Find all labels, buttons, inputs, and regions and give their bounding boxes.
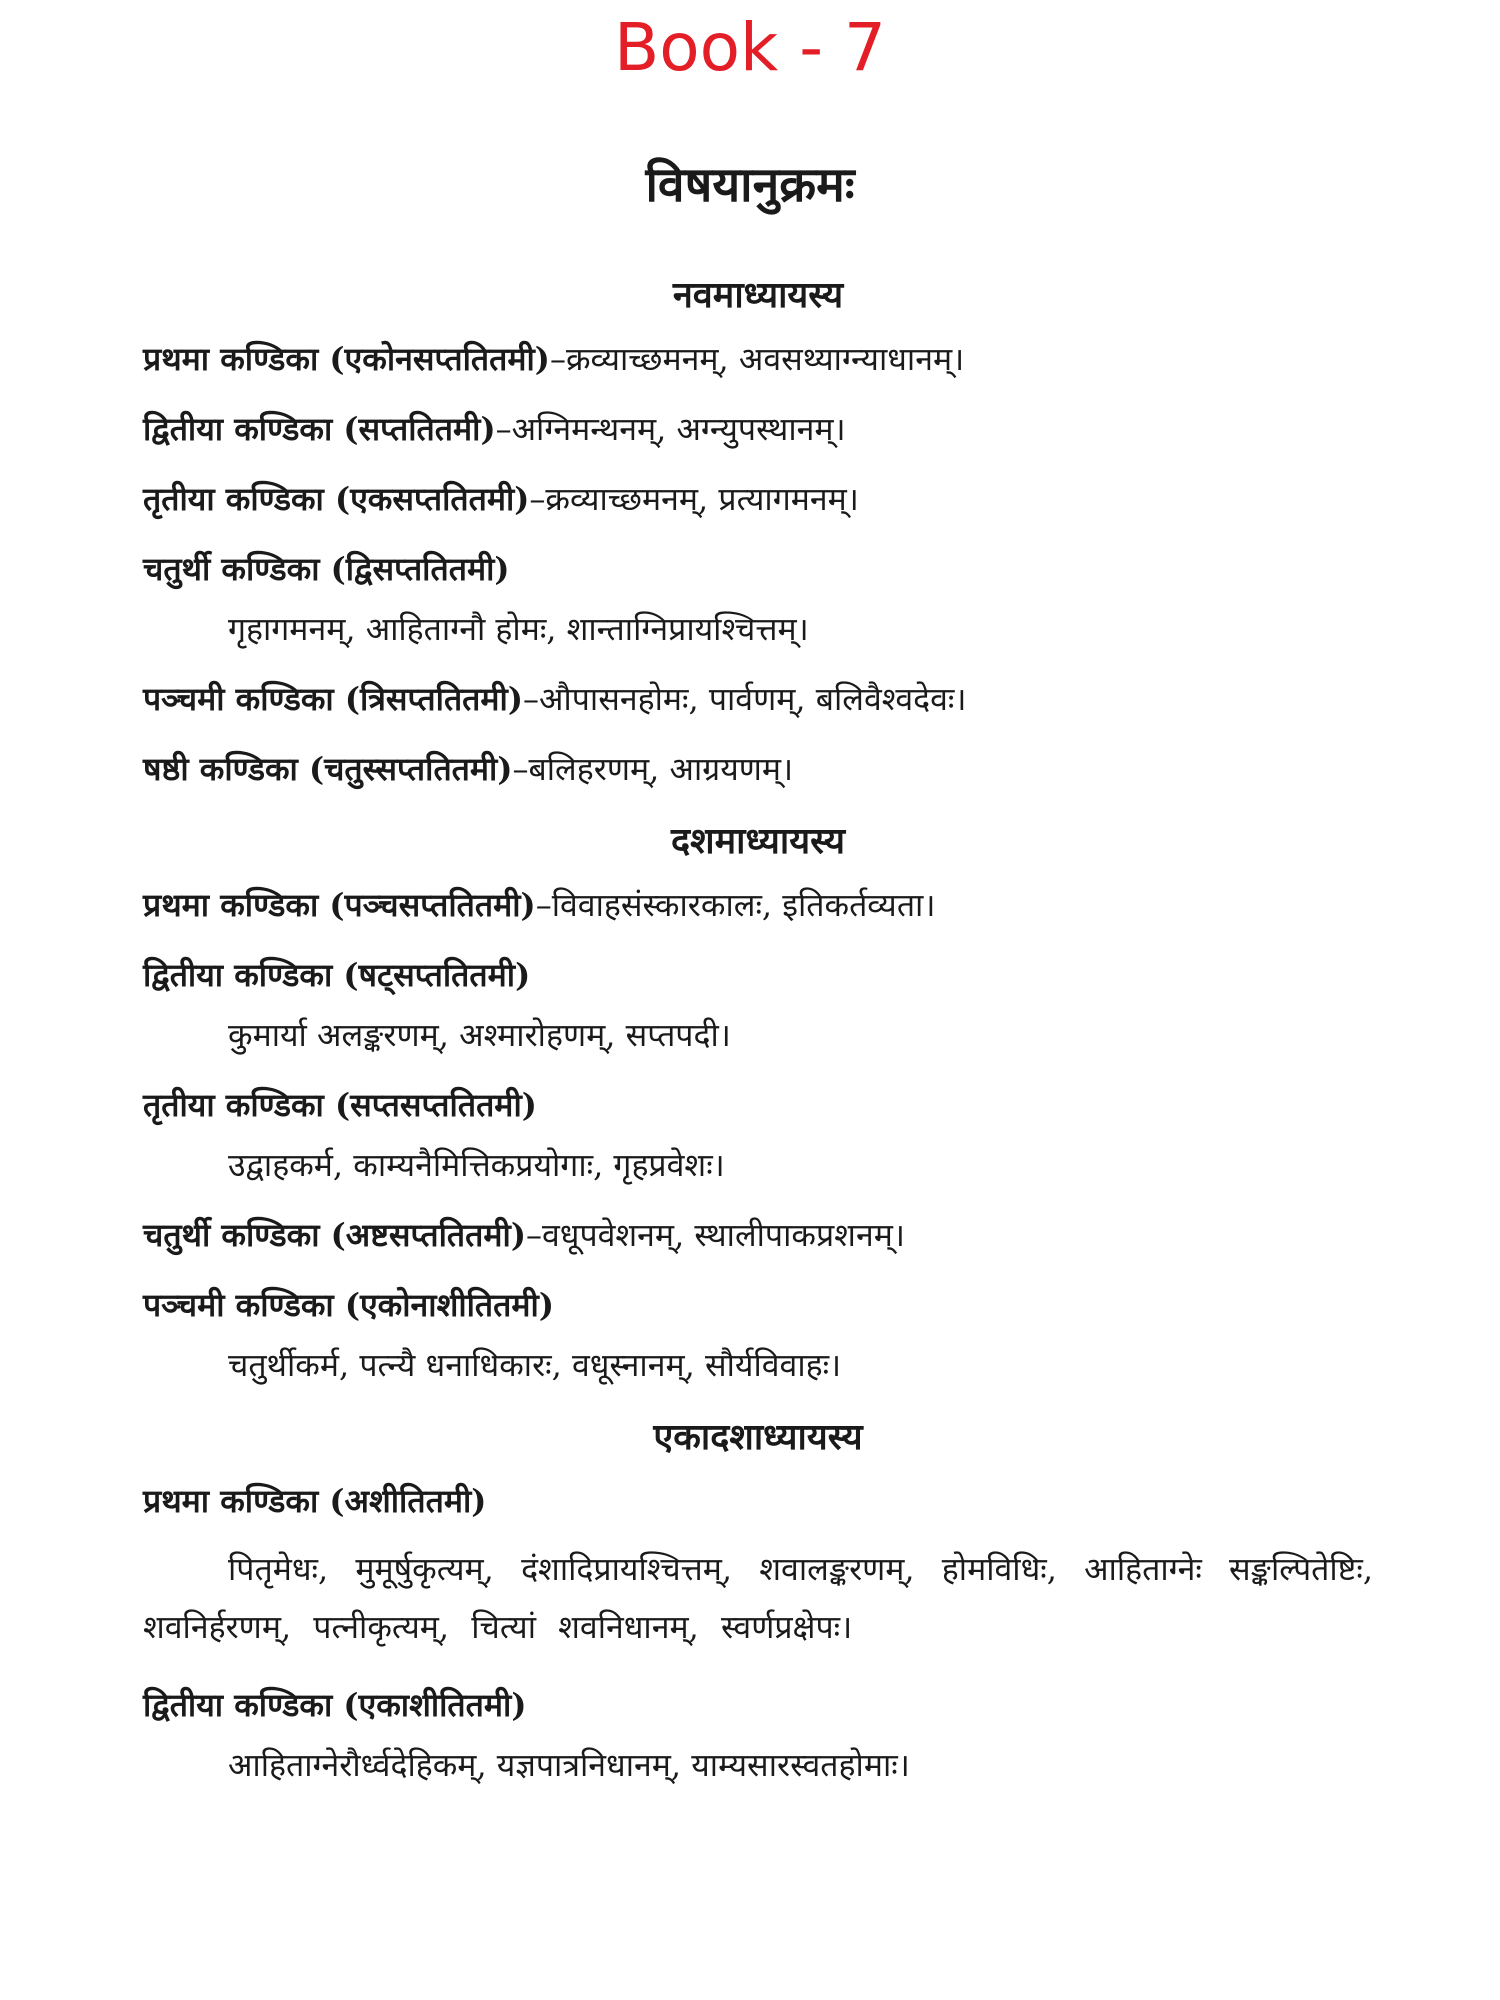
toc-entry [143,884,1373,926]
section-chapter-10 [143,818,1373,1386]
entry-description: पितृमेधः, मुमूर्षुकृत्यम्, दंशादिप्रायश्चित्तम्, शवालङ्करणम्, होमविधिः, आहिताग्नेः सङ्कल्पितेष्टिः, शवनिर्हरणम्, पत्नीकृत्यम्, चित्यां शवनिधानम्, स्वर्णप्रक्षेपः। [143,1550,1373,1646]
entry-heading: षष्ठी कण्डिका (चतुस्सप्ततितमी) [143,750,513,788]
entry-dash: – [525,1216,542,1254]
entry-description: क्रव्याच्छमनम्, अवसथ्याग्न्याधानम्। [565,340,965,378]
entry-heading: प्रथमा कण्डिका (अशीतितमी) [143,1482,487,1520]
toc-entry [143,748,1373,790]
entry-dash: – [512,750,529,788]
entry-heading: द्वितीया कण्डिका (एकाशीतितमी) [143,1686,527,1724]
toc-entry [143,954,1373,1056]
section-heading: दशमाध्यायस्य [671,820,845,862]
entry-description: वधूपवेशनम्, स्थालीपाकप्रशनम्। [541,1216,905,1254]
toc-entry [143,678,1373,720]
entry-dash: – [549,340,566,378]
entry-description: गृहागमनम्, आहिताग्नौ होमः, शान्ताग्निप्रायश्चित्तम्। [228,610,809,648]
entry-heading: प्रथमा कण्डिका (पञ्चसप्ततितमी) [143,886,536,924]
entry-dash: – [529,480,546,518]
entry-heading: चतुर्थी कण्डिका (अष्टसप्ततितमी) [143,1216,526,1254]
entry-dash: – [535,886,552,924]
toc-entry [143,1084,1373,1186]
entry-heading: प्रथमा कण्डिका (एकोनसप्ततितमी) [143,340,550,378]
toc-entry [143,1684,1373,1786]
section-chapter-11 [143,1414,1373,1786]
toc-entry [143,338,1373,380]
entry-heading: पञ्चमी कण्डिका (एकोनाशीतितमी) [143,1286,554,1324]
toc-entry [143,478,1373,520]
entry-description: अग्निमन्थनम्, अग्न्युपस्थानम्। [511,410,846,448]
toc-entry [143,548,1373,650]
entry-heading: तृतीया कण्डिका (सप्तसप्ततितमी) [143,1086,537,1124]
entry-description: चतुर्थीकर्म, पत्न्यै धनाधिकारः, वधूस्नानम्, सौर्यविवाहः। [228,1346,842,1384]
toc-entry [143,408,1373,450]
entry-heading: तृतीया कण्डिका (एकसप्ततितमी) [143,480,530,518]
entry-description: क्रव्याच्छमनम्, प्रत्यागमनम्। [545,480,859,518]
section-chapter-9 [143,272,1373,790]
entry-dash: – [495,410,512,448]
toc-entry [143,1284,1373,1386]
toc-entry [143,1214,1373,1256]
entry-description: बलिहरणम्, आग्रयणम्। [528,750,794,788]
entry-description: उद्वाहकर्म, काम्यनैमित्तिकप्रयोगाः, गृहप्रवेशः। [228,1146,725,1184]
entry-description: कुमार्या अलङ्करणम्, अश्मारोहणम्, सप्तपदी। [228,1016,731,1054]
entry-description: औपासनहोमः, पार्वणम्, बलिवैश्वदेवः। [539,680,967,718]
entry-heading: पञ्चमी कण्डिका (त्रिसप्ततितमी) [143,680,523,718]
entry-heading: चतुर्थी कण्डिका (द्विसप्ततितमी) [143,550,510,588]
toc-entry [143,1480,1373,1656]
entry-description: आहिताग्नेरौर्ध्वदेहिकम्, यज्ञपात्रनिधानम्, याम्यसारस्वतहोमाः। [228,1746,910,1784]
entry-description: विवाहसंस्कारकालः, इतिकर्तव्यता। [551,886,936,924]
toc-heading: विषयानुक्रमः [645,157,855,213]
section-heading: नवमाध्यायस्य [672,274,844,316]
entry-heading: द्वितीया कण्डिका (षट्सप्ततितमी) [143,956,531,994]
entry-heading: द्वितीया कण्डिका (सप्ततितमी) [143,410,496,448]
section-heading: एकादशाध्यायस्य [653,1416,863,1458]
book-title: Book - 7 [613,9,887,86]
table-of-contents [143,272,1373,1814]
entry-dash: – [523,680,539,718]
